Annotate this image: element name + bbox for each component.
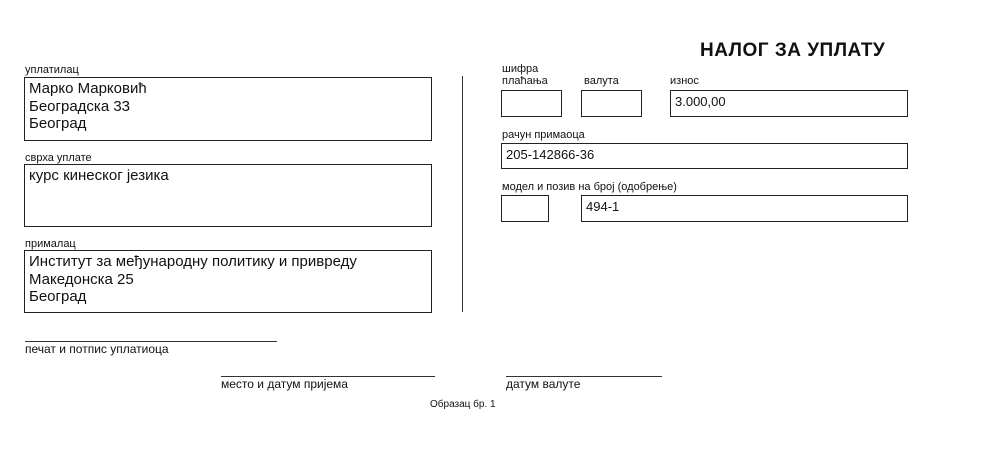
purpose-field[interactable] bbox=[24, 164, 432, 227]
currency-field[interactable] bbox=[581, 90, 642, 117]
purpose-text: курс кинеског језика bbox=[29, 167, 169, 184]
payment-code-label-2: плаћања bbox=[502, 75, 548, 87]
recipient-name: Институт за међународну политику и привреду bbox=[29, 253, 357, 270]
payer-name: Марко Марковић bbox=[29, 80, 147, 97]
recipient-street: Македонска 25 bbox=[29, 270, 134, 288]
payer-field[interactable] bbox=[24, 77, 432, 141]
recipient-account-field[interactable]: 205-142866-36 bbox=[501, 143, 908, 169]
recipient-field[interactable] bbox=[24, 250, 432, 313]
signature-label: печат и потпис уплатиоца bbox=[25, 342, 169, 356]
reference-label: модел и позив на број (одобрење) bbox=[502, 181, 677, 193]
payer-label: уплатилац bbox=[25, 64, 79, 76]
form-number: Образац бр. 1 bbox=[430, 399, 496, 410]
section-divider bbox=[462, 76, 463, 312]
currency-label: валута bbox=[584, 75, 619, 87]
payment-code-label-1: шифра bbox=[502, 63, 539, 75]
form-title: НАЛОГ ЗА УПЛАТУ bbox=[700, 40, 886, 61]
payer-street: Београдска 33 bbox=[29, 97, 131, 115]
recipient-label: прималац bbox=[25, 238, 76, 250]
reference-number-field[interactable]: 494-1 bbox=[581, 195, 908, 222]
recipient-city: Београд bbox=[29, 288, 87, 305]
place-date-label: место и датум пријема bbox=[221, 377, 348, 391]
value-date-label: датум валуте bbox=[506, 377, 581, 391]
recipient-account-label: рачун примаоца bbox=[502, 129, 585, 141]
payer-city: Београд bbox=[29, 115, 87, 132]
amount-label: износ bbox=[670, 75, 699, 87]
reference-model-field[interactable] bbox=[501, 195, 549, 222]
payment-code-field[interactable] bbox=[501, 90, 562, 117]
purpose-label: сврха уплате bbox=[25, 152, 92, 164]
amount-field[interactable]: 3.000,00 bbox=[670, 90, 908, 117]
